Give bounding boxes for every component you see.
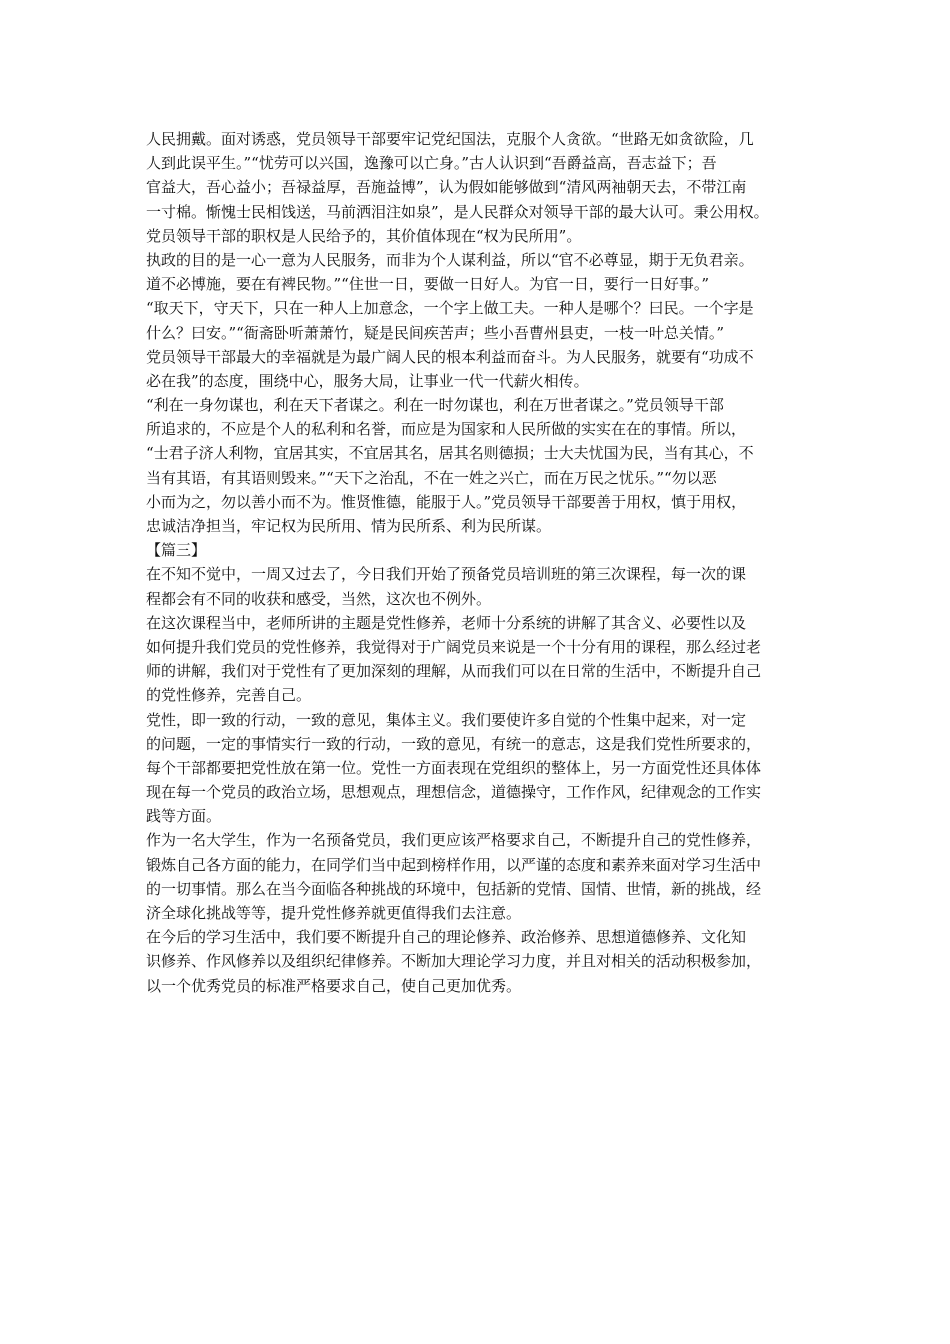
text-line: 忠诚洁净担当，牢记权为民所用、情为民所系、利为民所谋。 (146, 517, 552, 535)
text-line: 当有其语，有其语则毁来。”“天下之治乱，不在一姓之兴亡，而在万民之忧乐。”“勿以恶 (146, 468, 717, 487)
text-line: 每个干部都要把党性放在第一位。党性一方面表现在党组织的整体上，另一方面党性还具体体 (146, 758, 762, 777)
text-line: 一寸棉。惭愧士民相饯送，马前洒泪注如泉”，是人民群众对领导干部的最大认可。秉公用权。 (146, 202, 769, 221)
text-line: 小而为之，勿以善小而不为。惟贤惟德，能服于人。”党员领导干部要善于用权，慎于用权， (146, 492, 747, 511)
text-line: 道不必博施，要在有裨民物。”“住世一日，要做一日好人。为官一日，要行一日好事。” (146, 275, 710, 294)
text-line: 作为一名大学生，作为一名预备党员，我们更应该严格要求自己，不断提升自己的党性修养， (146, 831, 762, 850)
document-body (146, 127, 818, 998)
text-line: 的一切事情。那么在当今面临各种挑战的环境中，包括新的党情、国情、世情，新的挑战，经 (146, 879, 762, 898)
text-line: 锻炼自己各方面的能力，在同学们当中起到榜样作用，以严谨的态度和素养来面对学习生活中 (146, 855, 762, 874)
text-line: “利在一身勿谋也，利在天下者谋之。利在一时勿谋也，利在万世者谋之。”党员领导干部 (146, 396, 724, 415)
text-line: 师的讲解，我们对于党性有了更加深刻的理解，从而我们可以在日常的生活中，不断提升自己 (146, 662, 762, 681)
text-line: 人到此误平生。”“忧劳可以兴国，逸豫可以亡身。”古人认识到“吾爵益高，吾志益下；吾 (146, 154, 717, 173)
text-line: 在不知不觉中，一周又过去了，今日我们开始了预备党员培训班的第三次课程，每一次的课 (146, 565, 747, 584)
text-line: 程都会有不同的收获和感受，当然，这次也不例外。 (146, 589, 492, 608)
text-line: 在今后的学习生活中，我们要不断提升自己的理论修养、政治修养、思想道德修养、文化知 (146, 928, 747, 947)
text-line: 党员领导干部的职权是人民给予的，其价值体现在“权为民所用”。 (146, 226, 582, 245)
text-line: “士君子济人利物，宜居其实，不宜居其名，居其名则德损；士大夫忧国为民，当有其心，不 (146, 444, 754, 463)
text-line: 人民拥戴。面对诱惑，党员领导干部要牢记党纪国法，克服个人贪欲。“世路无如贪欲险，几 (146, 130, 754, 148)
text-line: 济全球化挑战等等，提升党性修养就更值得我们去注意。 (146, 904, 522, 922)
text-line: 所追求的，不应是个人的私利和名誉，而应是为国家和人民所做的实实在在的事情。所以， (146, 420, 747, 439)
text-line: 什么？曰安。”“衙斋卧听萧萧竹，疑是民间疾苦声；些小吾曹州县吏，一枝一叶总关情。” (146, 323, 725, 342)
text-line: 践等方面。 (146, 807, 222, 826)
text-line: 如何提升我们党员的党性修养，我觉得对于广阔党员来说是一个十分有用的课程，那么经过老 (146, 637, 762, 656)
text-line: 现在每一个党员的政治立场，思想观点，理想信念，道德操守，工作作风，纪律观念的工作实 (146, 783, 762, 802)
text-line: 在这次课程当中，老师所讲的主题是党性修养，老师十分系统的讲解了其含义、必要性以及 (146, 613, 747, 632)
text-line: 必在我”的态度，围绕中心，服务大局，让事业一代一代薪火相传。 (146, 371, 589, 390)
text-line: 的党性修养，完善自己。 (146, 686, 312, 705)
text-line: “取天下，守天下，只在一种人上加意念，一个字上做工夫。一种人是哪个？曰民。一个字是 (146, 299, 754, 318)
text-line: 的问题，一定的事情实行一致的行动，一致的意见，有统一的意志，这是我们党性所要求的， (146, 734, 762, 753)
text-line: 党性，即一致的行动，一致的意见，集体主义。我们要使许多自觉的个性集中起来，对一定 (146, 710, 747, 729)
section-heading: 【篇三】 (146, 541, 207, 560)
text-line: 党员领导干部最大的幸福就是为最广阔人民的根本利益而奋斗。为人民服务，就要有“功成不 (146, 347, 754, 366)
text-line: 官益大，吾心益小；吾禄益厚，吾施益博”，认为假如能够做到“清风两袖朝天去，不带江南 (146, 178, 747, 197)
text-line: 识修养、作风修养以及组织纪律修养。不断加大理论学习力度，并且对相关的活动积极参加， (146, 952, 762, 971)
text-line: 以一个优秀党员的标准严格要求自己，使自己更加优秀。 (146, 976, 522, 995)
text-line: 执政的目的是一心一意为人民服务，而非为个人谋利益，所以“官不必尊显，期于无负君亲。 (146, 250, 754, 269)
